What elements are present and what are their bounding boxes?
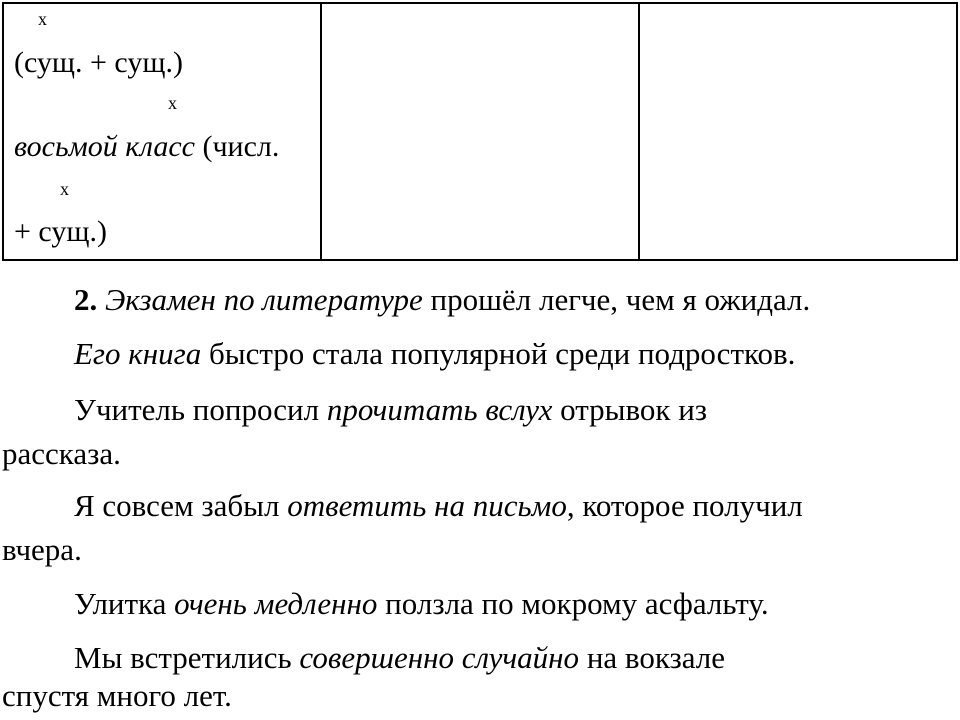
cell-line-2 bbox=[14, 130, 279, 164]
paragraph-italic: совершенно случайно bbox=[299, 640, 580, 675]
table bbox=[2, 2, 958, 261]
table-cell-1 bbox=[4, 4, 322, 259]
cell-line-3: + сущ.) bbox=[14, 215, 107, 248]
paragraph-italic: прочитать вслух bbox=[326, 392, 553, 427]
cell-line-2-rest: (числ. bbox=[194, 130, 280, 163]
exercise-number: 2. bbox=[74, 282, 98, 317]
paragraph-text: Мы встретились bbox=[74, 640, 300, 675]
paragraph-text: Учитель попросил bbox=[74, 392, 327, 427]
table-cell-3 bbox=[640, 4, 956, 259]
paragraph-text: быстро стала популярной среди подростков. bbox=[201, 336, 796, 371]
paragraph-italic: Экзамен по литературе bbox=[105, 282, 423, 317]
paragraph-text: отрывок из bbox=[552, 392, 708, 427]
paragraph-3-line-2: рассказа. bbox=[2, 436, 121, 471]
paragraph-text: , которое получил bbox=[566, 488, 803, 523]
paragraph-5 bbox=[2, 582, 958, 626]
stress-mark: х bbox=[60, 179, 69, 199]
paragraph-4 bbox=[2, 484, 958, 528]
paragraph-6-line-2: спустя много лет. bbox=[2, 678, 232, 713]
paragraph-2 bbox=[2, 332, 958, 376]
cell-line-2-italic: восьмой класс bbox=[14, 130, 195, 163]
paragraph-1 bbox=[2, 278, 958, 322]
paragraph-text: ползла по мокрому асфальту. bbox=[377, 586, 769, 621]
table-cell-2 bbox=[322, 4, 640, 259]
stress-mark: х bbox=[168, 93, 177, 113]
paragraph-italic: очень медленно bbox=[174, 586, 378, 621]
paragraph-text: Я совсем забыл bbox=[74, 488, 288, 523]
cell-line-1: (сущ. + сущ.) bbox=[14, 46, 183, 79]
paragraph-italic: Его книга bbox=[74, 336, 202, 371]
paragraph-text: Улитка bbox=[74, 586, 175, 621]
paragraph-text: на вокзале bbox=[579, 640, 725, 675]
paragraph-4-line-2: вчера. bbox=[2, 532, 82, 567]
stress-mark: х bbox=[38, 9, 47, 29]
paragraph-text: прошёл легче, чем я ожидал. bbox=[422, 282, 811, 317]
paragraph-3 bbox=[2, 388, 958, 432]
paragraph-italic: ответить на письмо bbox=[287, 488, 567, 523]
